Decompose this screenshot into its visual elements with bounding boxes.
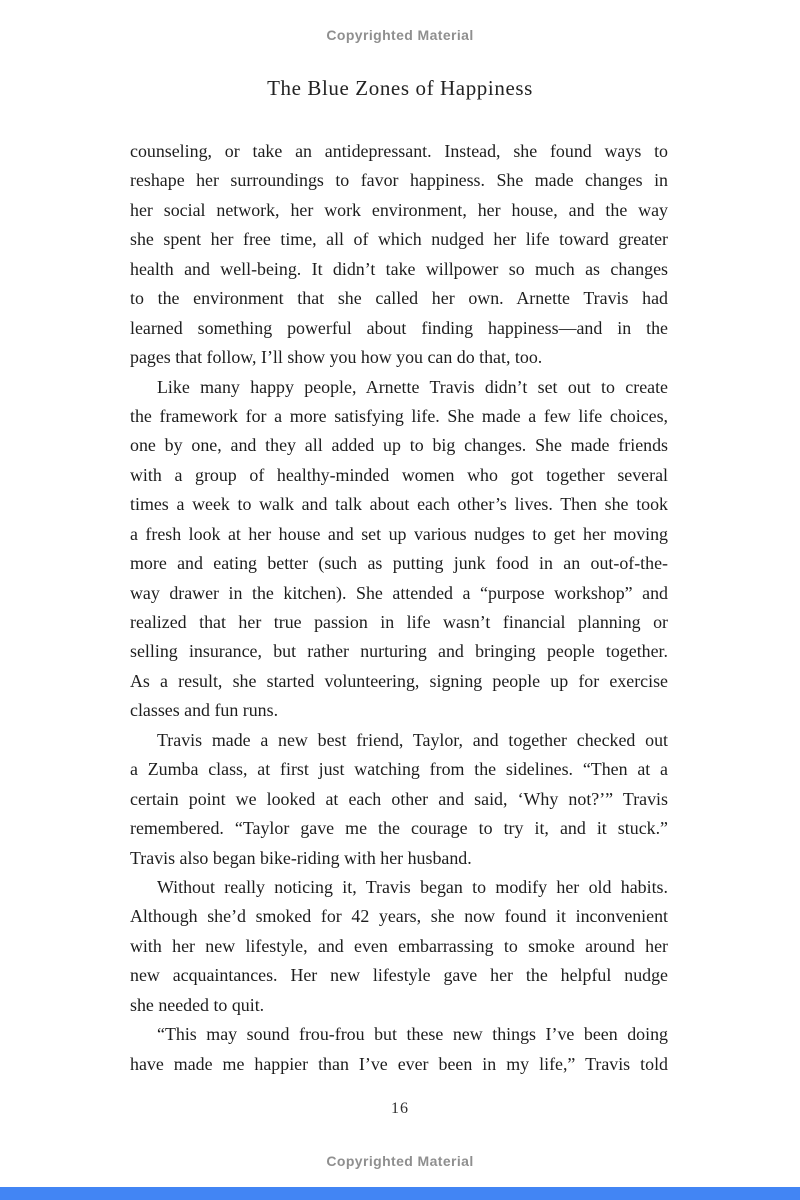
running-header-book-title: The Blue Zones of Happiness — [267, 76, 533, 100]
text-line: counseling, or take an antidepressant. Instead, she found ways to — [130, 141, 668, 161]
text-line: classes and fun runs. — [130, 700, 279, 721]
paragraph — [130, 1020, 668, 1079]
text-line: health and well-being. It didn’t take willpower so much as changes — [130, 258, 668, 279]
text-line: new acquaintances. Her new lifestyle gave her the helpful nudge — [130, 965, 668, 986]
text-line: certain point we looked at each other and said, ‘Why not?’” Travis — [130, 788, 668, 809]
text-line: a fresh look at her house and set up various nudges to get her moving — [130, 523, 668, 544]
copyright-watermark-top: Copyrighted Material — [326, 27, 474, 43]
text-line: reshape her surroundings to favor happiness. She made changes in — [130, 170, 668, 191]
text-line: she needed to quit. — [130, 994, 265, 1015]
text-line: Without really noticing it, Travis began to modify her old habits. — [157, 876, 668, 897]
text-line: Travis made a new best friend, Taylor, and together checked out — [157, 729, 668, 750]
text-line: times a week to walk and talk about each other’s lives. Then she took — [130, 494, 668, 515]
copyright-watermark-bottom: Copyrighted Material — [326, 1153, 474, 1169]
paragraph — [130, 373, 668, 726]
text-line: the framework for a more satisfying life. She made a few life choices, — [130, 405, 668, 426]
text-line: Travis also began bike-riding with her husband. — [130, 847, 472, 868]
text-line: to the environment that she called her own. Arnette Travis had — [130, 288, 668, 309]
bottom-accent-bar — [0, 1187, 800, 1200]
text-line: As a result, she started volunteering, signing people up for exercise — [130, 670, 668, 691]
text-line: learned something powerful about finding happiness—and in the — [130, 317, 668, 338]
text-line: realized that her true passion in life wasn’t financial planning or — [130, 612, 668, 632]
paragraph — [130, 873, 668, 1020]
text-line: her social network, her work environment, her house, and the way — [130, 199, 668, 220]
text-line: Like many happy people, Arnette Travis didn’t set out to create — [157, 376, 668, 397]
text-line: have made me happier than I’ve ever been in my life,” Travis told — [130, 1053, 668, 1074]
text-line: selling insurance, but rather nurturing and bringing people together. — [130, 641, 668, 662]
text-line: one by one, and they all added up to big changes. She made friends — [130, 435, 668, 456]
text-line: with her new lifestyle, and even embarrassing to smoke around her — [130, 935, 668, 956]
text-line: more and eating better (such as putting junk food in an out-of-the- — [130, 553, 668, 574]
text-line: remembered. “Taylor gave me the courage to try it, and it stuck.” — [130, 818, 668, 839]
text-line: Although she’d smoked for 42 years, she now found it inconvenient — [130, 906, 668, 927]
text-line: with a group of healthy-minded women who got together several — [130, 464, 668, 485]
paragraph — [130, 137, 668, 373]
text-line: “This may sound frou-frou but these new things I’ve been doing — [157, 1024, 668, 1045]
body-text-column — [130, 137, 668, 1079]
paragraph — [130, 726, 668, 873]
text-line: a Zumba class, at first just watching from the sidelines. “Then at a — [130, 759, 668, 780]
page-number: 16 — [391, 1100, 409, 1117]
text-line: pages that follow, I’ll show you how you can do that, too. — [130, 347, 543, 368]
text-line: she spent her free time, all of which nudged her life toward greater — [130, 229, 668, 250]
text-line: way drawer in the kitchen). She attended a “purpose workshop” and — [130, 582, 668, 603]
